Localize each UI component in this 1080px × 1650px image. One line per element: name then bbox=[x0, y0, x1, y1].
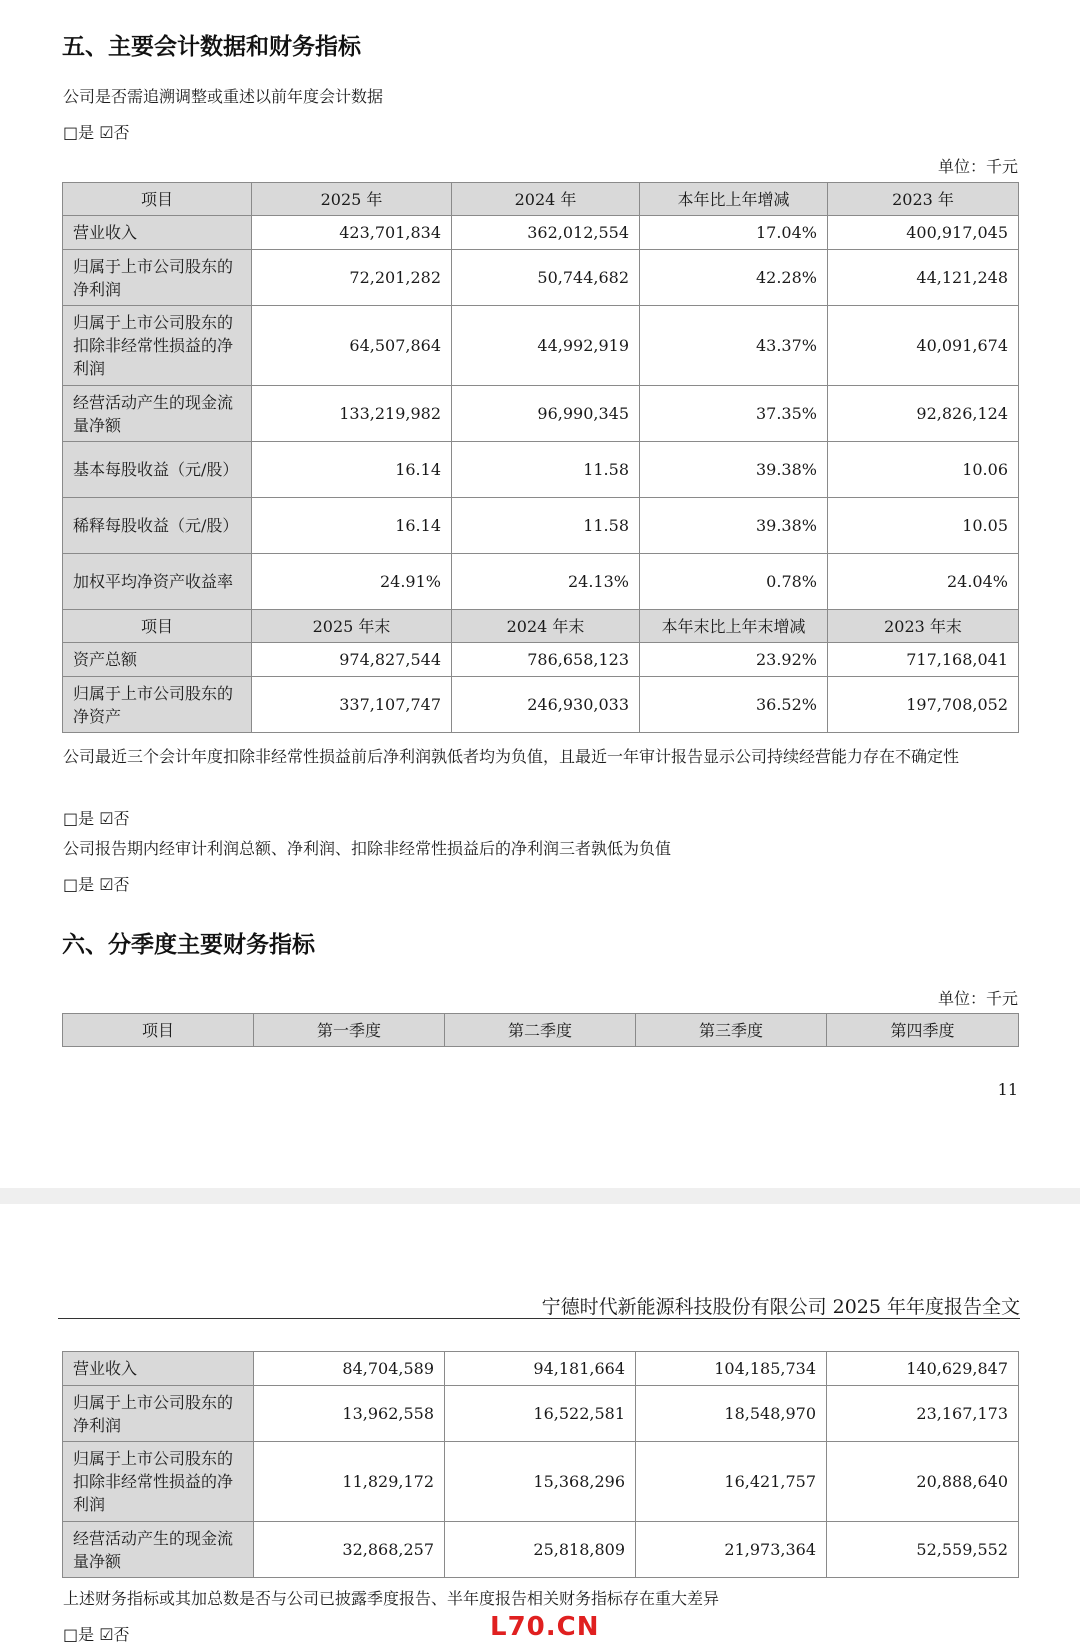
value-cell: 786,658,123 bbox=[452, 643, 640, 677]
value-cell: 25,818,809 bbox=[445, 1522, 636, 1578]
header-cell: 本年末比上年末增减 bbox=[640, 610, 828, 643]
negative-profit-answer-checkbox: □是 ☑否 bbox=[63, 875, 130, 894]
value-cell: 17.04% bbox=[640, 216, 828, 250]
value-cell: 0.78% bbox=[640, 554, 828, 610]
value-cell: 52,559,552 bbox=[827, 1522, 1019, 1578]
value-cell: 133,219,982 bbox=[252, 386, 452, 442]
table-row bbox=[63, 498, 1019, 554]
going-concern-question: 公司最近三个会计年度扣除非经常性损益前后净利润孰低者均为负值，且最近一年审计报告显示公司持续经营能力存在不确定性 bbox=[63, 747, 960, 766]
header-cell: 2024 年末 bbox=[452, 610, 640, 643]
key-financials-table bbox=[62, 182, 1019, 733]
row-label: 归属于上市公司股东的净资产 bbox=[63, 677, 252, 733]
value-cell: 362,012,554 bbox=[452, 216, 640, 250]
value-cell: 16,522,581 bbox=[445, 1386, 636, 1442]
row-label: 稀释每股收益（元/股） bbox=[63, 498, 252, 554]
row-label: 归属于上市公司股东的扣除非经常性损益的净利润 bbox=[63, 306, 252, 386]
row-label: 营业收入 bbox=[63, 216, 252, 250]
row-label: 归属于上市公司股东的净利润 bbox=[63, 250, 252, 306]
value-cell: 44,992,919 bbox=[452, 306, 640, 386]
value-cell: 10.06 bbox=[828, 442, 1019, 498]
negative-profit-question: 公司报告期内经审计利润总额、净利润、扣除非经常性损益后的净利润三者孰低为负值 bbox=[63, 839, 672, 858]
header-cell: 2023 年 bbox=[828, 183, 1019, 216]
row-label: 营业收入 bbox=[63, 1352, 254, 1386]
value-cell: 15,368,296 bbox=[445, 1442, 636, 1522]
table-header-row bbox=[63, 610, 1019, 643]
table-header-row bbox=[63, 1014, 1019, 1047]
table-row bbox=[63, 643, 1019, 677]
value-cell: 43.37% bbox=[640, 306, 828, 386]
unit-label: 单位：千元 bbox=[937, 989, 1018, 1008]
value-cell: 246,930,033 bbox=[452, 677, 640, 733]
table-row bbox=[63, 1352, 1019, 1386]
page-number: 11 bbox=[997, 1080, 1018, 1099]
table-header-row bbox=[63, 183, 1019, 216]
retro-question: 公司是否需追溯调整或重述以前年度会计数据 bbox=[63, 87, 384, 106]
quarterly-financials-table bbox=[62, 1351, 1019, 1578]
header-cell: 项目 bbox=[63, 610, 252, 643]
quarterly-header-table bbox=[62, 1013, 1019, 1047]
row-label: 归属于上市公司股东的净利润 bbox=[63, 1386, 254, 1442]
header-cell: 2024 年 bbox=[452, 183, 640, 216]
value-cell: 13,962,558 bbox=[254, 1386, 445, 1442]
header-cell: 2025 年 bbox=[252, 183, 452, 216]
unit-label: 单位：千元 bbox=[937, 157, 1018, 176]
value-cell: 50,744,682 bbox=[452, 250, 640, 306]
header-cell: 2025 年末 bbox=[252, 610, 452, 643]
watermark-logo: L70.CN bbox=[490, 1612, 600, 1642]
value-cell: 39.38% bbox=[640, 442, 828, 498]
row-label: 经营活动产生的现金流量净额 bbox=[63, 1522, 254, 1578]
value-cell: 39.38% bbox=[640, 498, 828, 554]
table-row bbox=[63, 442, 1019, 498]
value-cell: 94,181,664 bbox=[445, 1352, 636, 1386]
value-cell: 197,708,052 bbox=[828, 677, 1019, 733]
quarterly-diff-answer-checkbox: □是 ☑否 bbox=[63, 1625, 130, 1644]
value-cell: 10.05 bbox=[828, 498, 1019, 554]
row-label: 加权平均净资产收益率 bbox=[63, 554, 252, 610]
value-cell: 42.28% bbox=[640, 250, 828, 306]
header-cell: 第二季度 bbox=[445, 1014, 636, 1047]
header-cell: 第四季度 bbox=[827, 1014, 1019, 1047]
value-cell: 40,091,674 bbox=[828, 306, 1019, 386]
header-cell: 2023 年末 bbox=[828, 610, 1019, 643]
table-row bbox=[63, 1442, 1019, 1522]
row-label: 归属于上市公司股东的扣除非经常性损益的净利润 bbox=[63, 1442, 254, 1522]
table-row bbox=[63, 677, 1019, 733]
section5-title: 五、主要会计数据和财务指标 bbox=[62, 34, 361, 60]
value-cell: 23,167,173 bbox=[827, 1386, 1019, 1442]
value-cell: 16,421,757 bbox=[636, 1442, 827, 1522]
value-cell: 24.91% bbox=[252, 554, 452, 610]
going-concern-answer-checkbox: □是 ☑否 bbox=[63, 809, 130, 828]
running-header: 宁德时代新能源科技股份有限公司 2025 年年度报告全文 bbox=[541, 1296, 1020, 1318]
value-cell: 24.13% bbox=[452, 554, 640, 610]
row-label: 资产总额 bbox=[63, 643, 252, 677]
value-cell: 11.58 bbox=[452, 498, 640, 554]
row-label: 经营活动产生的现金流量净额 bbox=[63, 386, 252, 442]
value-cell: 64,507,864 bbox=[252, 306, 452, 386]
header-cell: 本年比上年增减 bbox=[640, 183, 828, 216]
value-cell: 84,704,589 bbox=[254, 1352, 445, 1386]
table-row bbox=[63, 386, 1019, 442]
value-cell: 11,829,172 bbox=[254, 1442, 445, 1522]
value-cell: 140,629,847 bbox=[827, 1352, 1019, 1386]
value-cell: 20,888,640 bbox=[827, 1442, 1019, 1522]
value-cell: 717,168,041 bbox=[828, 643, 1019, 677]
value-cell: 16.14 bbox=[252, 442, 452, 498]
value-cell: 11.58 bbox=[452, 442, 640, 498]
value-cell: 400,917,045 bbox=[828, 216, 1019, 250]
table-row bbox=[63, 1386, 1019, 1442]
header-cell: 第一季度 bbox=[254, 1014, 445, 1047]
retro-answer-checkbox: □是 ☑否 bbox=[63, 123, 130, 142]
header-cell: 项目 bbox=[63, 183, 252, 216]
value-cell: 44,121,248 bbox=[828, 250, 1019, 306]
value-cell: 92,826,124 bbox=[828, 386, 1019, 442]
table-row bbox=[63, 250, 1019, 306]
table-row bbox=[63, 216, 1019, 250]
value-cell: 36.52% bbox=[640, 677, 828, 733]
table-row bbox=[63, 1522, 1019, 1578]
value-cell: 21,973,364 bbox=[636, 1522, 827, 1578]
value-cell: 974,827,544 bbox=[252, 643, 452, 677]
value-cell: 72,201,282 bbox=[252, 250, 452, 306]
value-cell: 423,701,834 bbox=[252, 216, 452, 250]
value-cell: 16.14 bbox=[252, 498, 452, 554]
section6-title: 六、分季度主要财务指标 bbox=[62, 932, 315, 958]
page-separator bbox=[0, 1188, 1080, 1204]
table-row bbox=[63, 306, 1019, 386]
value-cell: 104,185,734 bbox=[636, 1352, 827, 1386]
value-cell: 37.35% bbox=[640, 386, 828, 442]
header-cell: 项目 bbox=[63, 1014, 254, 1047]
row-label: 基本每股收益（元/股） bbox=[63, 442, 252, 498]
value-cell: 18,548,970 bbox=[636, 1386, 827, 1442]
header-cell: 第三季度 bbox=[636, 1014, 827, 1047]
value-cell: 32,868,257 bbox=[254, 1522, 445, 1578]
quarterly-diff-question: 上述财务指标或其加总数是否与公司已披露季度报告、半年度报告相关财务指标存在重大差异 bbox=[63, 1589, 720, 1608]
value-cell: 24.04% bbox=[828, 554, 1019, 610]
value-cell: 337,107,747 bbox=[252, 677, 452, 733]
header-rule bbox=[58, 1318, 1020, 1319]
table-row bbox=[63, 554, 1019, 610]
value-cell: 23.92% bbox=[640, 643, 828, 677]
value-cell: 96,990,345 bbox=[452, 386, 640, 442]
